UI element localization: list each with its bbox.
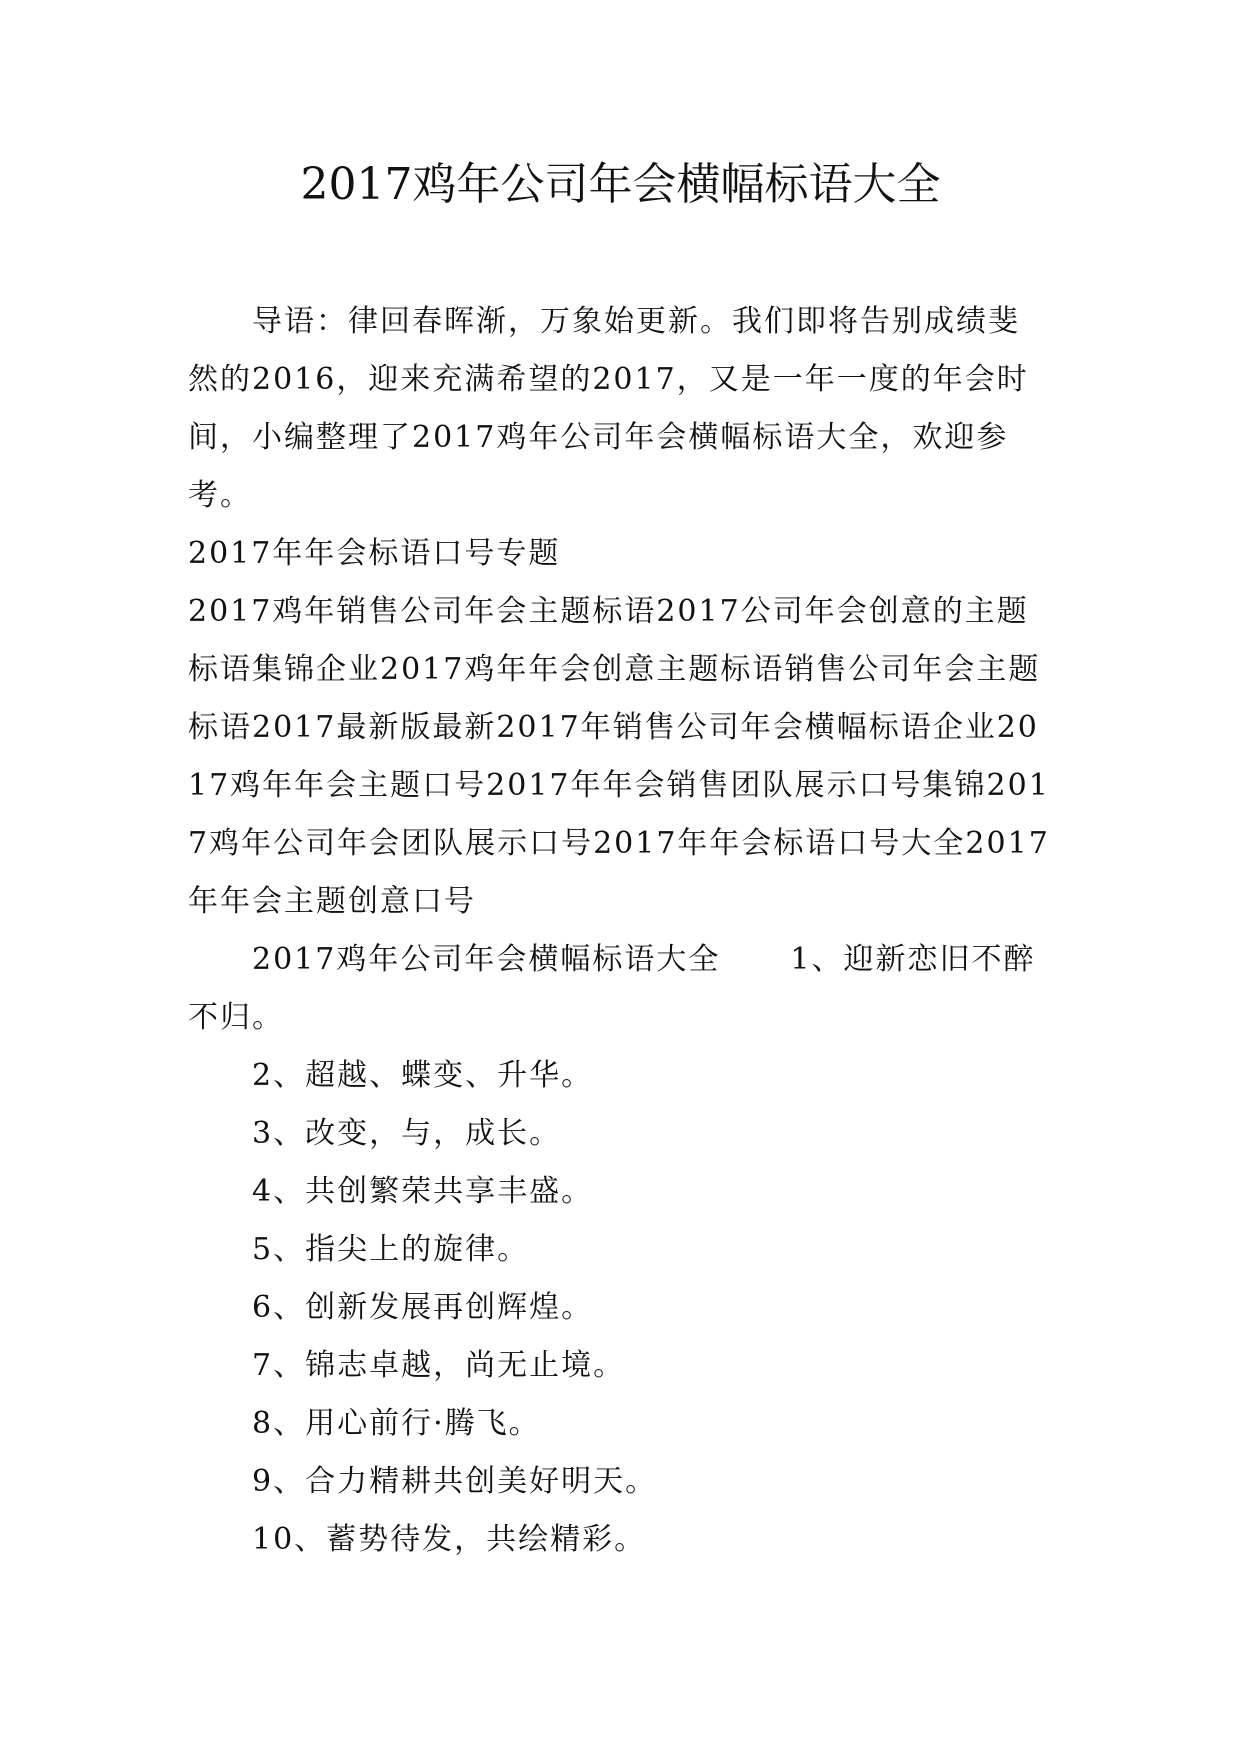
slogan-item: 10、蓄势待发，共绘精彩。 bbox=[252, 1522, 647, 1557]
slogan-item: 3、改变，与，成长。 bbox=[252, 1116, 562, 1151]
related-links-paragraph: 2017鸡年销售公司年会主题标语2017公司年会创意的主题标语集锦企业2017鸡年年会创意主题标语销售公司年会主题标语2017最新版最新2017年销售公司年会横幅标语企业2017鸡年年会主题口号2017年年会销售团队展示口号集锦2017鸡年公司年会团队展示口号2017年年会标语口号大全2017年年会主题创意口号 bbox=[188, 594, 1050, 919]
slogan-item: 2、超越、蝶变、升华。 bbox=[252, 1058, 594, 1093]
intro-paragraph: 导语：律回春晖渐，万象始更新。我们即将告别成绩斐然的2016，迎来充满希望的2017，又是一年一度的年会时间，小编整理了2017鸡年公司年会横幅标语大全，欢迎参考。 bbox=[188, 304, 1029, 513]
slogan-item: 8、用心前行·腾飞。 bbox=[252, 1406, 541, 1441]
document-body bbox=[188, 293, 1050, 1569]
section-heading: 2017鸡年公司年会横幅标语大全 bbox=[252, 942, 721, 977]
slogan-item-1: 1、迎新恋旧不醉不归。 bbox=[188, 942, 1036, 1035]
slogan-item: 7、锦志卓越，尚无止境。 bbox=[252, 1348, 626, 1383]
slogan-item: 9、合力精耕共创美好明天。 bbox=[252, 1464, 658, 1499]
slogan-item: 6、创新发展再创辉煌。 bbox=[252, 1290, 594, 1325]
document-title: 2017鸡年公司年会横幅标语大全 bbox=[300, 159, 941, 210]
topic-heading: 2017年年会标语口号专题 bbox=[188, 536, 561, 571]
slogan-item: 4、共创繁荣共享丰盛。 bbox=[252, 1174, 594, 1209]
section-paragraph bbox=[188, 931, 1050, 1047]
slogan-item: 5、指尖上的旋律。 bbox=[252, 1232, 530, 1267]
